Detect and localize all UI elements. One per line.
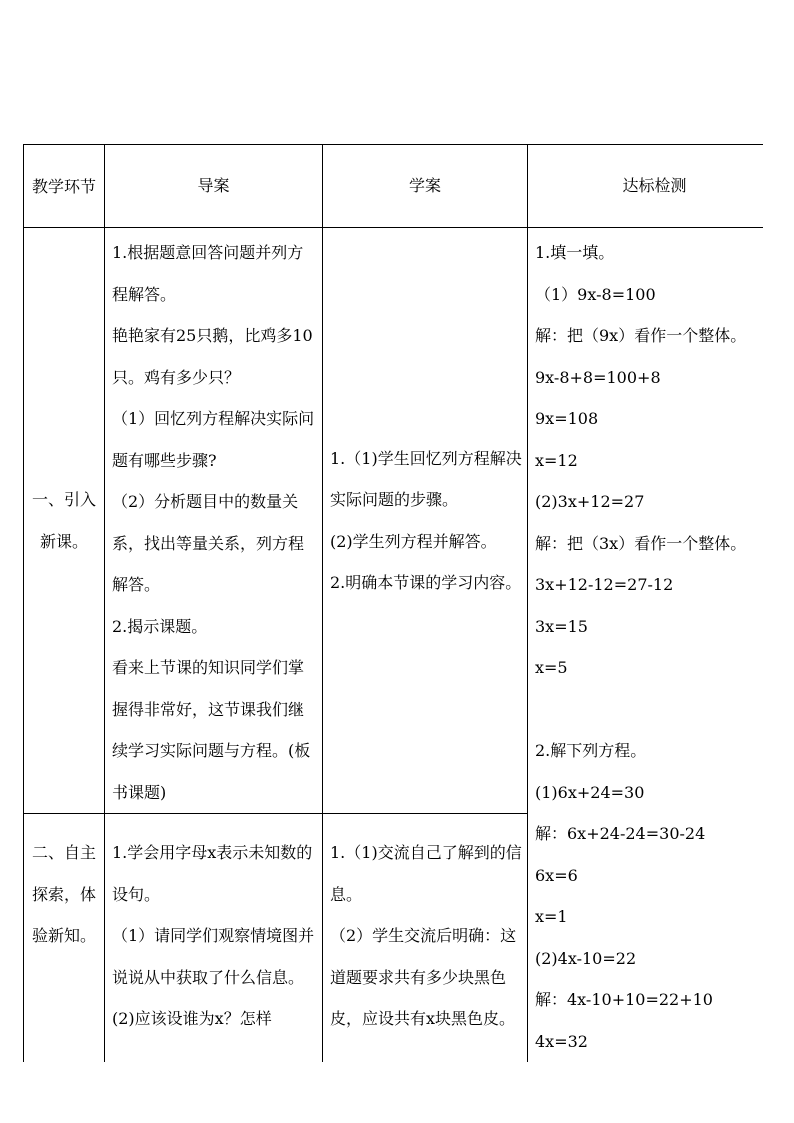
study-cell	[323, 814, 528, 1063]
header-test: 达标检测	[528, 145, 764, 228]
stage-cell: 一、引入新课。	[24, 228, 105, 814]
test-line: (1)6x+24=30	[535, 782, 645, 802]
header-row	[24, 145, 764, 228]
guide-cell	[105, 814, 323, 1063]
guide-text: 1.学会用字母x表示未知数的设句。	[112, 843, 313, 904]
study-text: 2.明确本节课的学习内容。	[330, 573, 522, 592]
test-line: 解：把（9x）看作一个整体。	[535, 326, 747, 345]
header-guide: 导案	[105, 145, 323, 228]
test-line-blank	[535, 689, 763, 731]
test-line: 解：4x-10+10=22+10	[535, 990, 713, 1009]
test-line: （1）9x-8=100	[535, 284, 656, 304]
guide-text: （1）请同学们观察情境图并说说从中获取了什么信息。	[112, 926, 315, 987]
test-line: 6x=6	[535, 865, 578, 885]
test-line: (2)4x-10=22	[535, 948, 637, 968]
lesson-plan-sheet	[23, 144, 763, 1062]
test-line: 9x-8+8=100+8	[535, 367, 661, 387]
guide-cell	[105, 228, 323, 814]
guide-text: （1）回忆列方程解决实际问题有哪些步骤?	[112, 409, 315, 470]
study-text: 1.（1)交流自己了解到的信息。	[330, 843, 522, 904]
test-line: 9x=108	[535, 409, 599, 428]
test-cell	[528, 228, 764, 1063]
guide-text: 艳艳家有25只鹅，比鸡多10只。鸡有多少只？	[112, 326, 313, 387]
lesson-plan-table	[23, 144, 763, 1062]
study-text: 1.（1)学生回忆列方程解决实际问题的步骤。	[330, 448, 522, 509]
test-line: x=1	[535, 907, 568, 926]
test-line: 3x+12-12=27-12	[535, 575, 674, 594]
guide-text: 1.根据题意回答问题并列方程解答。	[112, 243, 304, 304]
guide-text: 2.揭示课题。	[112, 616, 208, 636]
test-line: x=12	[535, 450, 578, 470]
guide-text: 看来上节课的知识同学们掌握得非常好，这节课我们继续学习实际问题与方程。(板书课题)	[112, 658, 311, 802]
stage-cell: 二、自主探索，体验新知。	[24, 814, 105, 1063]
test-line: 4x=32	[535, 1031, 588, 1051]
test-line: (2)3x+12=27	[535, 492, 645, 511]
test-line: 解：把（3x）看作一个整体。	[535, 533, 747, 553]
guide-text: (2)应该设谁为x？怎样	[112, 1009, 272, 1028]
table-row	[24, 228, 764, 814]
study-text: （2）学生交流后明确：这道题要求共有多少块黑色皮，应设共有x块黑色皮。	[330, 926, 517, 1028]
guide-text: （2）分析题目中的数量关系，找出等量关系，列方程解答。	[112, 492, 305, 594]
study-cell	[323, 228, 528, 814]
study-text: (2)学生列方程并解答。	[330, 531, 497, 551]
header-study: 学案	[323, 145, 528, 228]
header-stage: 教学环节	[24, 145, 105, 228]
test-line: x=5	[535, 658, 568, 677]
test-line: 解：6x+24-24=30-24	[535, 824, 706, 843]
test-line: 2.解下列方程。	[535, 741, 647, 760]
test-line: 3x=15	[535, 616, 588, 636]
test-line: 1.填一填。	[535, 243, 615, 262]
